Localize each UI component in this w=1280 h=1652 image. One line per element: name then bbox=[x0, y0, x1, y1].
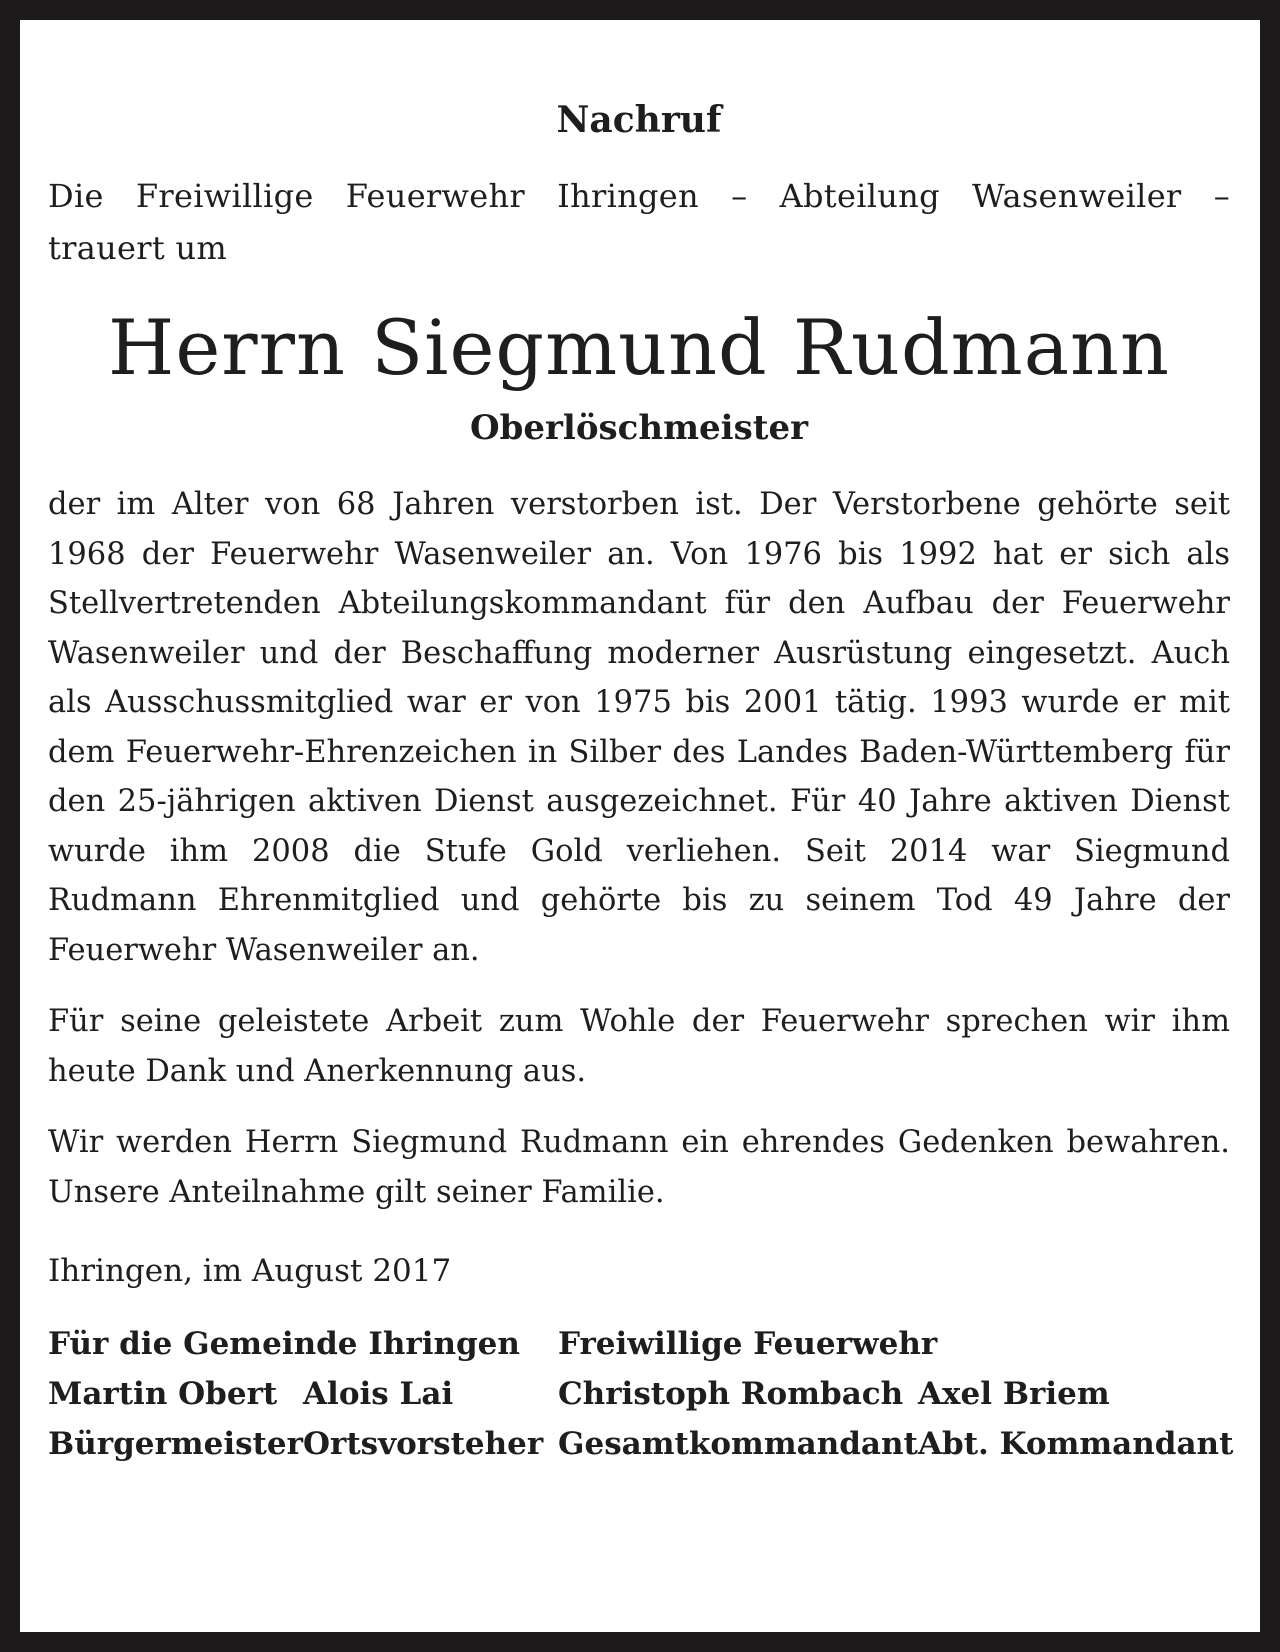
signer-title: Ortsvorsteher bbox=[303, 1426, 544, 1462]
signer-name: Axel Briem bbox=[918, 1376, 1110, 1412]
signature-block bbox=[48, 1319, 1234, 1469]
signer-title: Abt. Kommandant bbox=[918, 1426, 1234, 1462]
intro-line-1: Die Freiwillige Feuerwehr Ihringen – Abteilung Wasenweiler – bbox=[48, 177, 1230, 215]
signature-group-left: Für die Gemeinde Ihringen bbox=[48, 1326, 520, 1362]
thanks-paragraph: Für seine geleistete Arbeit zum Wohle der Feuerwehr sprechen wir ihm heute Dank und Anerkennung aus. bbox=[48, 1004, 1230, 1089]
remembrance-paragraph: Wir werden Herrn Siegmund Rudmann ein ehrendes Gedenken bewahren. Unsere Anteilnahme gilt seiner Familie. bbox=[48, 1125, 1230, 1210]
signer-name: Christoph Rombach bbox=[558, 1376, 904, 1412]
place-and-date: Ihringen, im August 2017 bbox=[48, 1253, 452, 1289]
signature-group-right: Freiwillige Feuerwehr bbox=[558, 1326, 938, 1362]
obituary-notice bbox=[20, 20, 1260, 1632]
signer-title: Gesamtkommandant bbox=[558, 1426, 918, 1462]
signer-title: Bürgermeister bbox=[48, 1426, 303, 1462]
biography-paragraph: der im Alter von 68 Jahren verstorben ist. Der Verstorbene gehörte seit 1968 der Feuerwehr Wasenweiler an. Von 1976 bis 1992 hat er sich als Stellvertretenden Abteilungskommandant für den Aufbau der Feuerwehr Wasenweiler und der Beschaffung moderner Ausrüstung eingesetzt. Auch als Ausschussmitglied war er von 1975 bis 2001 tätig. 1993 wurde er mit dem Feuerwehr-Ehrenzeichen in Silber des Landes Baden-Württemberg für den 25-jährigen aktiven Dienst ausgezeichnet. Für 40 Jahre aktiven Dienst wurde ihm 2008 die Stufe Gold verliehen. Seit 2014 war Siegmund Rudmann Ehrenmitglied und gehörte bis zu seinem Tod 49 Jahre der Feuerwehr Wasenweiler an. bbox=[48, 487, 1230, 968]
intro-text bbox=[48, 170, 1230, 274]
intro-line-2: trauert um bbox=[48, 229, 228, 267]
notice-heading: Nachruf bbox=[556, 99, 722, 141]
deceased-name: Herrn Siegmund Rudmann bbox=[108, 303, 1170, 392]
deceased-rank: Oberlöschmeister bbox=[469, 408, 808, 448]
signer-name: Martin Obert bbox=[48, 1376, 278, 1412]
signer-name: Alois Lai bbox=[303, 1376, 454, 1412]
